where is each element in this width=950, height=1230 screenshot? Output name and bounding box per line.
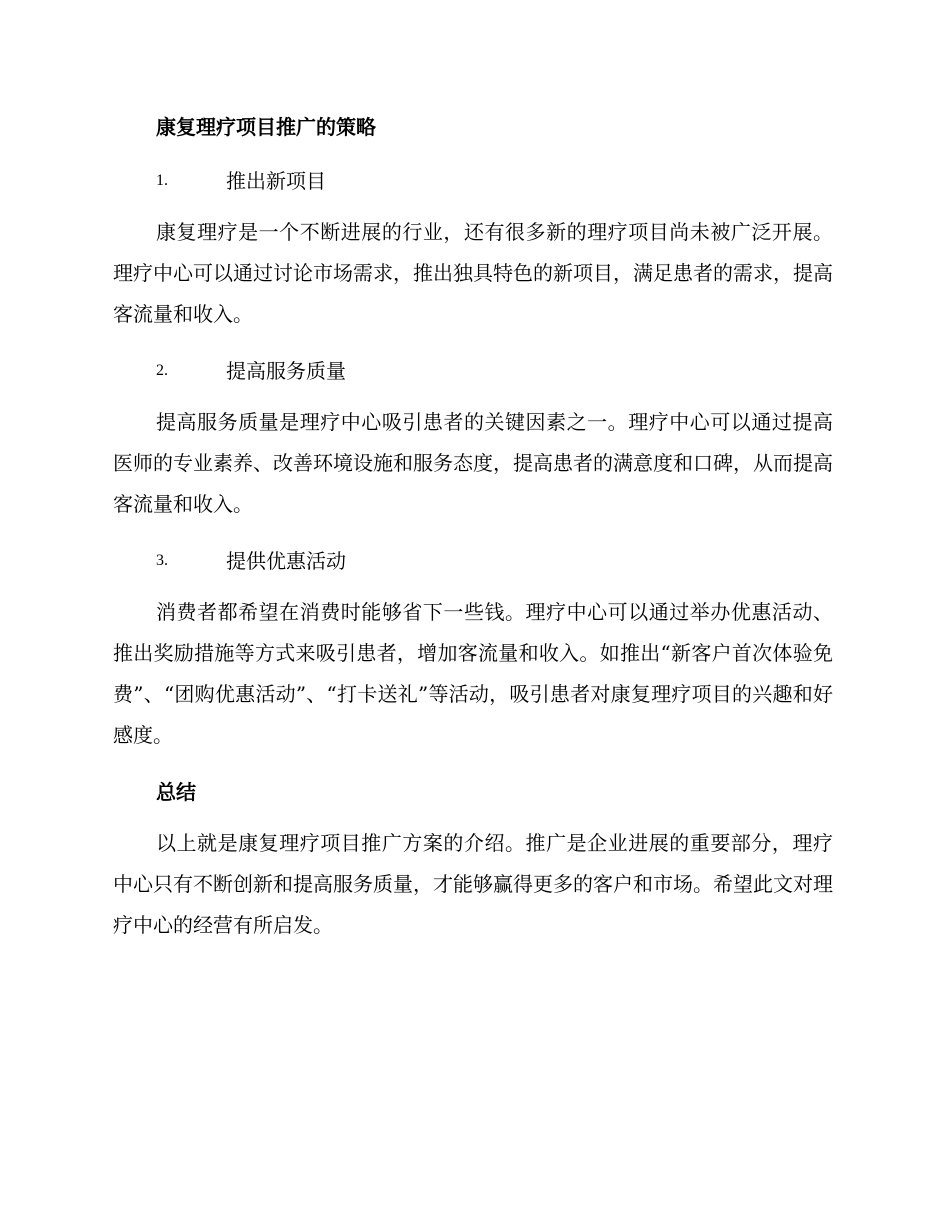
summary-heading: 总结 — [156, 780, 196, 804]
section-heading: 康复理疗项目推广的策略 — [156, 115, 376, 139]
list-item-3 — [113, 538, 833, 584]
paragraph-2: 提高服务质量是理疗中心吸引患者的关键因素之一。理疗中心可以通过提高医师的专业素养、改善环境设施和服务态度，提高患者的满意度和口碑，从而提高客流量和收入。 — [113, 410, 833, 516]
document-page — [113, 104, 833, 959]
list-number: 3. — [156, 552, 168, 569]
summary-paragraph: 以上就是康复理疗项目推广方案的介绍。推广是企业进展的重要部分，理疗中心只有不断创新和提高服务质量，才能够赢得更多的客户和市场。希望此文对理疗中心的经营有所启发。 — [113, 831, 833, 937]
list-title: 提供优惠活动 — [226, 549, 346, 573]
paragraph-1: 康复理疗是一个不断进展的行业，还有很多新的理疗项目尚未被广泛开展。理疗中心可以通过讨论市场需求，推出独具特色的新项目，满足患者的需求，提高客流量和收入。 — [113, 220, 833, 326]
list-number: 1. — [156, 172, 168, 189]
list-title: 推出新项目 — [226, 169, 326, 193]
list-number: 2. — [156, 362, 168, 379]
list-item-2 — [113, 348, 833, 394]
paragraph-3: 消费者都希望在消费时能够省下一些钱。理疗中心可以通过举办优惠活动、推出奖励措施等方式来吸引患者，增加客流量和收入。如推出“新客户首次体验免费”、“团购优惠活动”、“打卡送礼”等活动，吸引患者对康复理疗项目的兴趣和好感度。 — [113, 600, 833, 747]
list-item-1 — [113, 158, 833, 204]
list-title: 提高服务质量 — [226, 359, 346, 383]
